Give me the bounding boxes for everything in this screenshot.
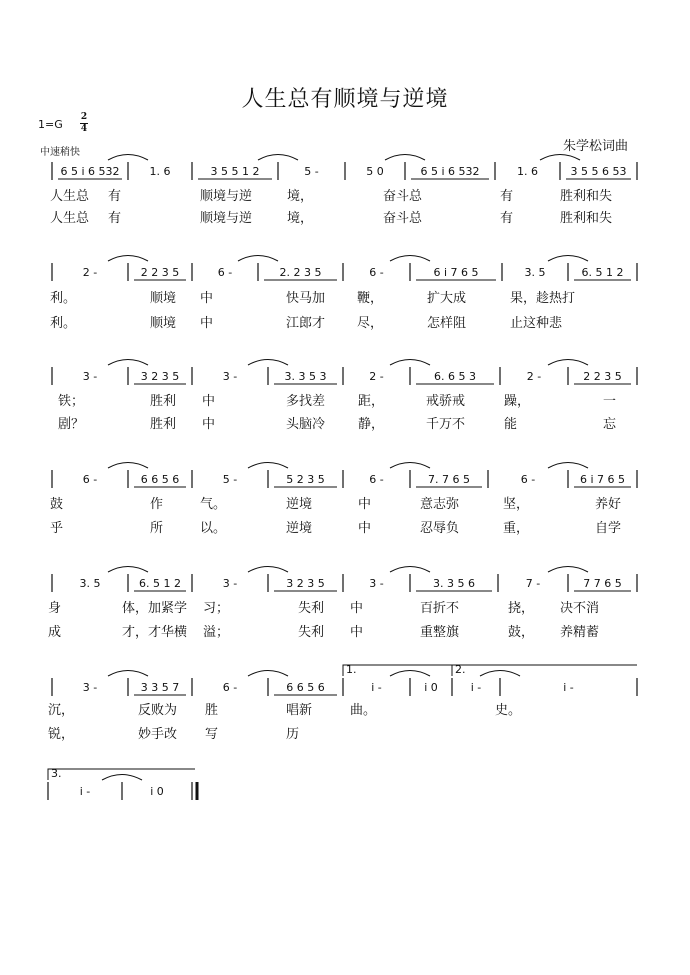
lyric-word: 境，	[287, 189, 314, 204]
lyric-word: 有	[108, 189, 122, 204]
measure-notes: 7 7 6 5	[583, 577, 622, 590]
lyric-word: 怎样阻	[427, 316, 467, 331]
lyric-word: 才，才华横	[122, 625, 188, 640]
measure-notes: 3 -	[82, 370, 98, 383]
lyric-word: 挠，	[508, 601, 535, 616]
lyric-word: 习；	[203, 601, 230, 616]
measure-notes: 6 -	[369, 473, 384, 486]
lyric-word: 奋斗总	[383, 211, 423, 226]
lyric-word: 胜利	[150, 394, 177, 409]
measure-notes: 6 -	[82, 473, 98, 486]
volta-3: 3.	[51, 767, 62, 780]
measure-notes: 5 2 3 5	[286, 473, 325, 486]
measure-notes: 6. 6 5 3	[434, 370, 476, 383]
key-signature: 1=G	[38, 118, 63, 131]
time-bottom: 4	[80, 124, 88, 134]
lyric-word: 顺境与逆	[200, 211, 253, 226]
lyric-word: 有	[500, 189, 514, 204]
measure-notes: 5 -	[222, 473, 238, 486]
lyric-word: 能	[504, 417, 518, 432]
measure-notes: 6 -	[369, 266, 384, 279]
lyric-word: 沉，	[48, 703, 75, 718]
lyric-word: 躁，	[504, 394, 531, 409]
lyric-word: 鼓，	[508, 625, 535, 640]
lyric-word: 溢；	[203, 625, 230, 640]
lyric-word: 决不消	[560, 601, 600, 616]
lyric-word: 中	[358, 521, 372, 536]
lyric-word: 中	[350, 625, 364, 640]
measure-notes: 5 0	[366, 165, 384, 178]
measure-notes: 3 -	[369, 577, 384, 590]
measure-notes: 3. 3 5 6	[433, 577, 475, 590]
lyric-word: 胜利和失	[560, 189, 613, 204]
measure-notes: 2 -	[369, 370, 384, 383]
measure-notes: 6 -	[222, 681, 238, 694]
volta-1: 1.	[346, 663, 357, 676]
lyric-word: 史。	[495, 703, 522, 718]
measure-notes: 6 6 5 6	[140, 473, 180, 486]
lyric-word: 百折不	[420, 601, 460, 616]
lyric-word: 戒骄戒	[426, 394, 466, 409]
measure-notes: 3. 5	[79, 577, 101, 590]
measure-notes: 1. 6	[517, 165, 538, 178]
measure-notes: 3 -	[222, 370, 238, 383]
measure-notes: 7 -	[525, 577, 541, 590]
lyric-word: 失利	[298, 601, 325, 616]
lyric-word: 唱新	[286, 703, 313, 718]
lyric-word: 体，加紧学	[122, 601, 188, 616]
lyric-word: 重，	[503, 521, 530, 536]
measure-notes: i -	[563, 681, 574, 694]
measure-notes: 3 -	[82, 681, 98, 694]
lyric-word: 快马加	[286, 291, 326, 306]
volta-2: 2.	[455, 663, 466, 676]
lyric-word: 自学	[595, 521, 622, 536]
lyric-word: 中	[202, 417, 216, 432]
lyric-word: 失利	[298, 625, 325, 640]
measure-notes: 5 -	[304, 165, 319, 178]
lyric-word: 剧？	[58, 417, 85, 432]
lyric-word: 历	[286, 727, 300, 742]
lyric-word: 铁；	[58, 394, 85, 409]
measure-notes: 6 -	[520, 473, 536, 486]
tempo-marking: 中速稍快	[40, 147, 80, 158]
lyric-word: 头脑冷	[286, 417, 326, 432]
lyric-word: 尽，	[357, 316, 384, 331]
measure-notes: 2 2 3 5	[583, 370, 622, 383]
lyric-word: 身	[48, 601, 62, 616]
lyric-word: 利。	[50, 316, 77, 331]
measure-notes: 3 2 3 5	[286, 577, 325, 590]
measure-notes: 6. 5 1 2	[581, 266, 624, 279]
song-title: 人生总有顺境与逆境	[241, 87, 449, 112]
measure-notes: 3 5 5 1 2	[210, 165, 260, 178]
lyric-word: 鼓	[50, 497, 64, 512]
measure-notes: i 0	[150, 785, 164, 798]
lyric-word: 千万不	[426, 417, 466, 432]
lyric-word: 胜利和失	[560, 211, 613, 226]
lyric-word: 所	[150, 521, 164, 536]
lyric-word: 胜	[205, 703, 219, 718]
lyric-word: 写	[205, 727, 219, 742]
lyric-word: 鞭，	[357, 291, 384, 306]
lyric-word: 反败为	[138, 703, 178, 718]
measure-notes: 6 5 i 6 532	[420, 165, 480, 178]
lyric-word: 多找差	[286, 394, 326, 409]
composer-credit: 朱学松词曲	[563, 139, 629, 154]
measure-notes: 3 5 5 6 53	[570, 165, 627, 178]
lyric-word: 胜利	[150, 417, 177, 432]
lyric-word: 逆境	[286, 497, 313, 512]
measure-notes: 1. 6	[149, 165, 171, 178]
lyric-word: 扩大成	[427, 291, 467, 306]
lyric-word: 逆境	[286, 521, 313, 536]
lyric-word: 乎	[50, 521, 64, 536]
lyric-word: 有	[500, 211, 514, 226]
time-top: 2	[80, 112, 88, 122]
lyric-word: 距，	[358, 394, 385, 409]
measure-notes: 6 -	[217, 266, 233, 279]
measure-notes: 3 -	[222, 577, 238, 590]
measure-notes: 6 i 7 6 5	[579, 473, 626, 486]
measure-notes: 6 6 5 6	[286, 681, 325, 694]
lyric-word: 坚，	[503, 497, 530, 512]
lyric-word: 中	[200, 291, 214, 306]
lyric-word: 妙手改	[138, 727, 178, 742]
lyric-word: 境，	[287, 211, 314, 226]
lyric-word: 忍辱负	[420, 521, 460, 536]
measure-notes: 2 -	[82, 266, 98, 279]
measure-notes: 3 3 5 7	[140, 681, 180, 694]
lyric-word: 人生总	[50, 211, 90, 226]
lyric-word: 顺境与逆	[200, 189, 253, 204]
lyric-word: 气。	[200, 497, 227, 512]
measure-notes: i -	[470, 681, 482, 694]
lyric-word: 成	[48, 625, 62, 640]
measure-notes: 7. 7 6 5	[428, 473, 470, 486]
lyric-word: 顺境	[150, 291, 177, 306]
lyric-word: 以。	[200, 521, 227, 536]
lyric-word: 利。	[50, 291, 77, 306]
measure-notes: 6 5 i 6 532	[60, 165, 120, 178]
lyric-word: 顺境	[150, 316, 177, 331]
measure-notes: 3. 3 5 3	[284, 370, 327, 383]
lyric-word: 中	[202, 394, 216, 409]
lyric-word: 忘	[603, 417, 617, 432]
lyric-word: 有	[108, 211, 122, 226]
lyric-word: 一	[603, 394, 617, 409]
lyric-word: 重整旗	[420, 625, 460, 640]
lyric-word: 静，	[358, 417, 385, 432]
measure-notes: i -	[371, 681, 382, 694]
measure-notes: 2 2 3 5	[140, 266, 180, 279]
lyric-word: 曲。	[350, 703, 377, 718]
measure-notes: 3 2 3 5	[140, 370, 180, 383]
lyric-word: 奋斗总	[383, 189, 423, 204]
measure-notes: i 0	[424, 681, 438, 694]
lyric-word: 人生总	[50, 189, 90, 204]
measure-notes: 2. 2 3 5	[279, 266, 322, 279]
lyric-word: 中	[350, 601, 364, 616]
measure-notes: 3. 5	[524, 266, 546, 279]
measure-notes: 6 i 7 6 5	[433, 266, 479, 279]
measure-notes: i -	[79, 785, 91, 798]
lyric-word: 果，趁热打	[510, 291, 576, 306]
lyric-word: 锐，	[48, 727, 75, 742]
lyric-word: 江郎才	[286, 316, 326, 331]
measure-notes: 6. 5 1 2	[139, 577, 181, 590]
lyric-word: 养精蓄	[560, 625, 600, 640]
lyric-word: 中	[358, 497, 372, 512]
lyric-word: 作	[150, 497, 164, 512]
lyric-word: 中	[200, 316, 214, 331]
measure-notes: 2 -	[526, 370, 542, 383]
lyric-word: 意志弥	[420, 497, 460, 512]
lyric-word: 养好	[595, 497, 622, 512]
lyric-word: 止这种悲	[510, 316, 563, 331]
